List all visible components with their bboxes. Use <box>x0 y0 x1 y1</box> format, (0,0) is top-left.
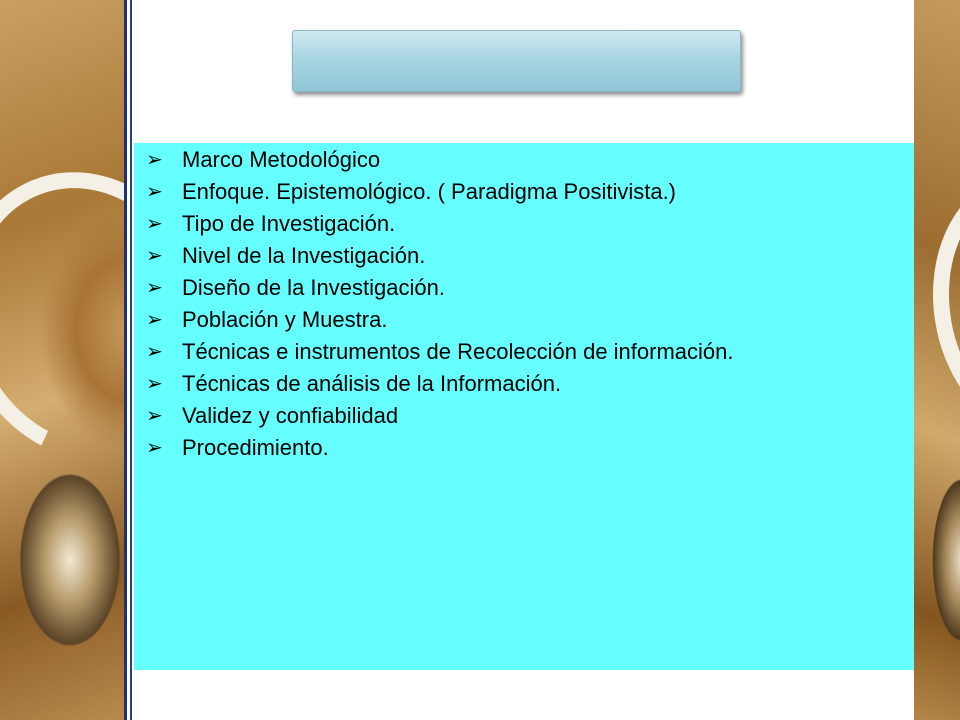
list-item-text: Validez y confiabilidad <box>182 403 399 428</box>
arrow-bullet-icon: ➢ <box>146 277 163 299</box>
list-item-text: Tipo de Investigación. <box>182 211 396 236</box>
list-item-text: Población y Muestra. <box>182 307 388 332</box>
arrow-bullet-icon: ➢ <box>146 245 163 267</box>
right-decorative-clock-image <box>914 0 960 720</box>
list-item-text: Marco Metodológico <box>182 147 381 172</box>
left-border-rule <box>124 0 127 720</box>
left-decorative-clock-image <box>0 0 124 720</box>
bullet-list <box>146 144 734 464</box>
list-item <box>146 176 734 208</box>
list-item <box>146 400 734 432</box>
arrow-bullet-icon: ➢ <box>146 405 163 427</box>
title-box <box>292 30 741 92</box>
arrow-bullet-icon: ➢ <box>146 213 163 235</box>
list-item-text: Técnicas e instrumentos de Recolección de información. <box>182 339 734 364</box>
list-item <box>146 304 734 336</box>
arrow-bullet-icon: ➢ <box>146 181 163 203</box>
clock-dial-arc <box>0 136 124 497</box>
left-border-rule-inner <box>130 0 132 720</box>
arrow-bullet-icon: ➢ <box>146 309 163 331</box>
list-item <box>146 208 734 240</box>
list-item-text: Nivel de la Investigación. <box>182 243 426 268</box>
content-panel <box>134 143 914 670</box>
clock-dial-arc <box>914 154 960 459</box>
list-item <box>146 272 734 304</box>
list-item <box>146 144 734 176</box>
list-item <box>146 432 734 464</box>
list-item-text: Procedimiento. <box>182 435 329 460</box>
arrow-bullet-icon: ➢ <box>146 373 163 395</box>
list-item <box>146 240 734 272</box>
arrow-bullet-icon: ➢ <box>146 341 163 363</box>
list-item <box>146 336 734 368</box>
arrow-bullet-icon: ➢ <box>146 149 163 171</box>
list-item-text: Técnicas de análisis de la Información. <box>182 371 562 396</box>
list-item-text: Diseño de la Investigación. <box>182 275 445 300</box>
list-item <box>146 368 734 400</box>
list-item-text: Enfoque. Epistemológico. ( Paradigma Positivista.) <box>182 179 677 204</box>
arrow-bullet-icon: ➢ <box>146 437 163 459</box>
